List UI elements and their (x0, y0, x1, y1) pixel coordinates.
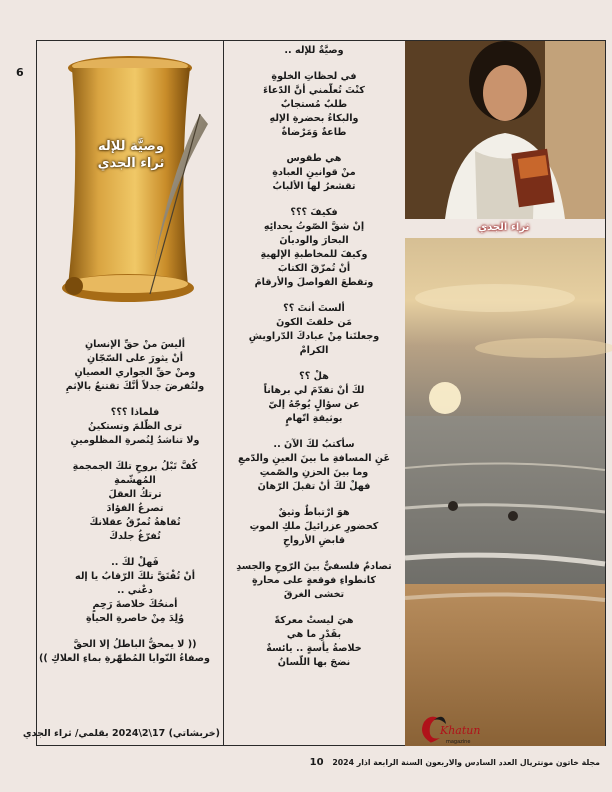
poem-line: كحضورِ عزرائيلَ ملكِ الموتِ (249, 521, 379, 532)
logo-subtext: magazine (446, 739, 471, 745)
poem-line: عَنِ المسافةِ ما بينَ العينِ والدّمعِ (237, 453, 391, 464)
poem-line: تصادمٌ فلسفيٌّ بينَ الرّوحِ والجسدِ (236, 561, 392, 572)
poem-line: أنْ تُفْتَقَّ تلكَ الرّقابُ يا إله (75, 571, 195, 582)
author-portrait-photo (405, 41, 605, 219)
poem-stanza (60, 556, 210, 626)
poem-line: منْ قوانينِ العبادةِ (272, 167, 356, 178)
poem-stanza (60, 406, 210, 448)
poem-line: وما بينَ الحزنِ والصّمتِ (259, 467, 369, 478)
poem-line: وكيفَ للمخاطبةِ الإلهيةِ (260, 249, 368, 260)
footer-page-number: 10 (309, 757, 324, 768)
poem-line: وصفاءُ النّوايا المُطهّرةِ بماءِ العلاكِ )) (39, 653, 210, 664)
poem-line: نضجَ بها اللّسانُ (277, 657, 351, 668)
poem-line: هي طقوس (286, 153, 342, 164)
poem-stanza (228, 206, 400, 290)
scroll-quill-image (50, 54, 220, 314)
poem-line: وتقطعَ الفواصلَ والأرقامَ (254, 277, 374, 288)
poem-line: ولتُفرضَ جدلاً أنَّكَ تقتنعُ بالإثمِ (65, 381, 205, 392)
poem-stanza (228, 438, 400, 494)
poem-stanza (228, 70, 400, 140)
poem-line: تصرعُ الفؤادَ (106, 503, 164, 514)
poem-line: وصيَّةٌ للإله .. (284, 45, 344, 56)
poem-line: كنْتَ تُعلّمني أنَّ الدّعاءَ (263, 85, 365, 96)
poem-line: كُفَّ تَبْلُ بروحِ تلكَ الجمجمةِ (72, 461, 198, 472)
poem-line: طلبٌ مُستجابٌ (280, 99, 348, 110)
poem-line: بوثيقةِ اتّهامٍ (285, 413, 343, 424)
footer-text: مجلة خاتون مونتريال العدد السادس والاربعون السنة الرابعة اذار 2024 (332, 758, 600, 767)
poem-line: (( لا يمحقُّ الباطلُ إلا الحقَّ (73, 639, 197, 650)
top-page-number: 6 (16, 66, 24, 79)
poem-stanza (60, 460, 210, 544)
poem-line: تخشى الغرقَ (283, 589, 345, 600)
poem-line: أليسَ منْ حقِّ الإنسانِ (84, 339, 186, 350)
poem-line: ترى الظّلمَ وتستكينُ (87, 421, 183, 432)
poem-line: تُفرّغُ جلدكَ (109, 531, 161, 542)
poem-line: فهلْ لكَ أنْ تقبلَ الرّهانَ (257, 481, 371, 492)
poem-stanza (228, 614, 400, 670)
poem-left-column (39, 338, 210, 678)
poem-line: فلماذا ؟؟؟ (110, 407, 160, 418)
poem-stanza (39, 638, 210, 666)
poem-line: لكَ أنْ تقدّمَ لي برهاناً (263, 385, 365, 396)
poem-stanza (228, 370, 400, 426)
poem-line: ومنْ حقِّ الجواري العصيانِ (74, 367, 196, 378)
poem-line: هلْ ؟؟ (299, 371, 329, 382)
poem-line: ترتكُ العقلَ (108, 489, 162, 500)
scroll-title (66, 138, 196, 172)
page-footer (130, 757, 600, 768)
poem-stanza (228, 44, 400, 58)
poem-line: بقَدْرِ ما هي (286, 629, 342, 640)
poem-stanza (228, 560, 400, 602)
logo-wordmark: Khatun (440, 724, 481, 737)
poem-line: أمنحُكَ خلاصةَ رَحِمٍ (92, 599, 178, 610)
poem-line: وُلِدَ مِنْ خاصرةِ الحياةِ (85, 613, 185, 624)
poem-line: ولا تناشدُ لِنُصرةِ المظلومينِ (70, 435, 200, 446)
poem-stanza (228, 506, 400, 548)
poem-line: الكرامْ (299, 345, 329, 356)
poem-stanza (228, 152, 400, 194)
scroll-author-line: ثراء الجدي (97, 156, 165, 171)
poem-line: سأكتبُ لكَ الآنَ .. (273, 439, 355, 450)
photo-caption: ثراء الجدي (478, 222, 530, 233)
poem-line: البحارَ والوديانَ (279, 235, 349, 246)
poem-main-column (228, 44, 400, 682)
poem-line: إنْ شقَّ الصّوتُ بِحدائِهِ (263, 221, 365, 232)
poem-line: فَهلْ لكَ .. (111, 557, 159, 568)
poem-line: تقشعرُ لها الألبابُ (272, 181, 356, 192)
poem-line: أنْ تُمزّقَ الكتابَ (277, 263, 351, 274)
beach-sunset-photo (405, 238, 605, 746)
poem-line: كانطواءِ فوقعةٍ على محارةٍ (252, 575, 376, 586)
poem-line: المُهشّمةِ (114, 475, 156, 486)
scroll-title-line: وصيَّة للإله (98, 139, 164, 154)
column-divider (223, 40, 224, 746)
poem-stanza (228, 302, 400, 358)
poem-line: قابضِ الأرواحِ (282, 535, 346, 546)
poem-line: في لحظاتِ الخلوةِ (271, 71, 357, 82)
poem-line: هوَ ارْتباطٌ وثيقٌ (278, 507, 350, 518)
poem-line: فكيفَ ؟؟؟ (290, 207, 338, 218)
poem-stanza (60, 338, 210, 394)
poem-line: خلاصةُ يأسةٍ .. يائسةٌ (266, 643, 362, 654)
poem-line: تُقاهةُ تُمزّقُ عقلانكَ (89, 517, 181, 528)
khatun-logo (416, 712, 481, 746)
poem-line: دعْني .. (117, 585, 153, 596)
poem-line: والبكاءُ بحضرةِ الإلهِ (269, 113, 359, 124)
poem-signature: (خربشاتي) 17\2\2024 بقلمي/ ثراء الجدي (22, 728, 220, 739)
poem-line: هيَ ليستْ معركةً (274, 615, 354, 626)
poem-line: مَن خلقتَ الكونَ (276, 317, 352, 328)
poem-line: عن سؤالٍ يُوجّهُ إليّ (268, 399, 360, 410)
poem-line: طاعةٌ وَمَرْضاةٌ (281, 127, 347, 138)
poem-line: ألستَ أنتَ ؟؟ (283, 303, 345, 314)
poem-line: أنْ يثورَ على السّجّانِ (86, 353, 184, 364)
poem-line: وجعلتَنا مِنْ عبادكَ الدّراويشِ (248, 331, 380, 342)
